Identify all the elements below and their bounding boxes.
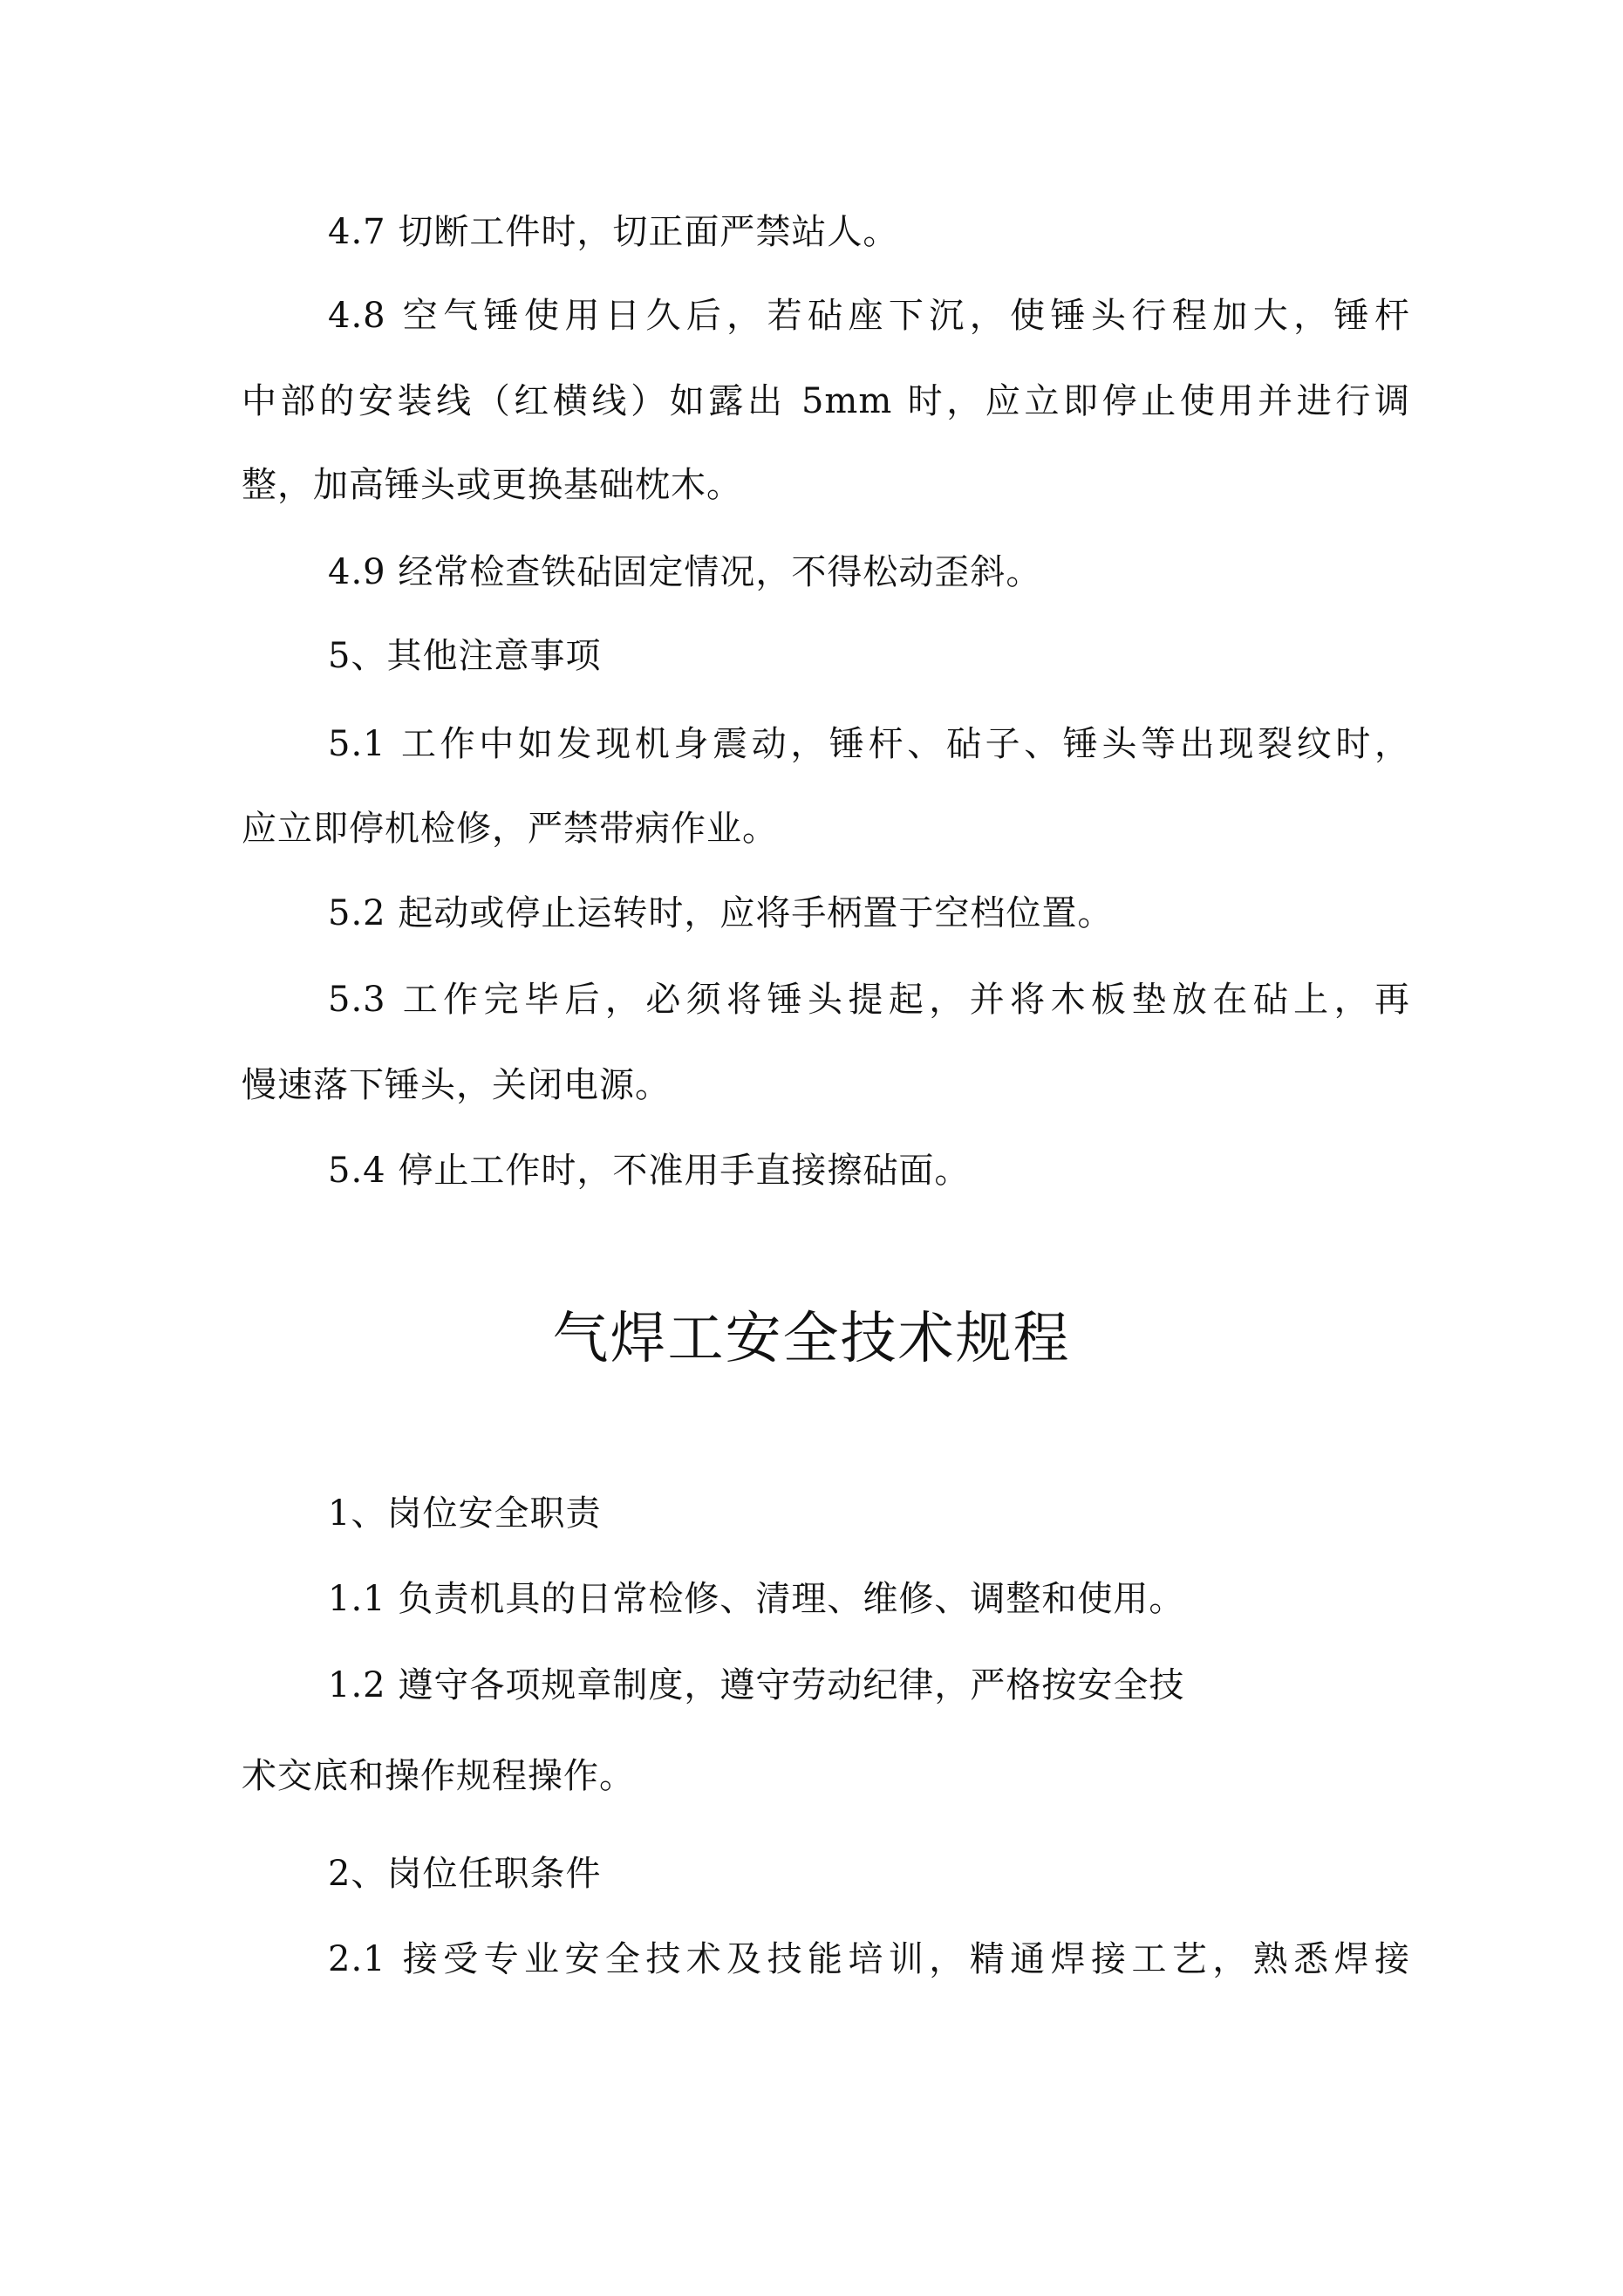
section-heading-5: 5、其他注意事项 (328, 636, 602, 676)
paragraph-4-8-line-1: 4.8 空气锤使用日久后，若砧座下沉，使锤头行程加大，锤杆 (328, 296, 1410, 336)
paragraph-4-7: 4.7 切断工件时，切正面严禁站人。 (328, 212, 899, 252)
paragraph-1-2-line-1: 1.2 遵守各项规章制度，遵守劳动纪律，严格按安全技 (328, 1665, 1185, 1705)
paragraph-5-2: 5.2 起动或停止运转时，应将手柄置于空档位置。 (328, 893, 1114, 933)
paragraph-2-1-line-1: 2.1 接受专业安全技术及技能培训，精通焊接工艺，熟悉焊接 (328, 1939, 1410, 1979)
paragraph-5-1-line-2: 应立即停机检修，严禁带病作业。 (242, 809, 778, 849)
paragraph-5-4: 5.4 停止工作时，不准用手直接擦砧面。 (328, 1151, 971, 1191)
paragraph-1-2-line-2: 术交底和操作规程操作。 (242, 1756, 635, 1796)
paragraph-1-1: 1.1 负责机具的日常检修、清理、维修、调整和使用。 (328, 1579, 1185, 1619)
paragraph-4-8-line-3: 整，加高锤头或更换基础枕木。 (242, 465, 742, 505)
paragraph-5-1-line-1: 5.1 工作中如发现机身震动，锤杆、砧子、锤头等出现裂纹时， (328, 724, 1410, 764)
section-heading-2: 2、岗位任职条件 (328, 1854, 602, 1894)
paragraph-5-3-line-2: 慢速落下锤头，关闭电源。 (242, 1065, 671, 1105)
paragraph-4-8-line-2: 中部的安装线（红横线）如露出 5mm 时，应立即停止使用并进行调 (242, 381, 1410, 421)
paragraph-4-9: 4.9 经常检查铁砧固定情况，不得松动歪斜。 (328, 552, 1042, 592)
section-title: 气焊工安全技术规程 (552, 1307, 1071, 1371)
section-heading-1: 1、岗位安全职责 (328, 1493, 602, 1534)
paragraph-5-3-line-1: 5.3 工作完毕后，必须将锤头提起，并将木板垫放在砧上，再 (328, 980, 1410, 1020)
